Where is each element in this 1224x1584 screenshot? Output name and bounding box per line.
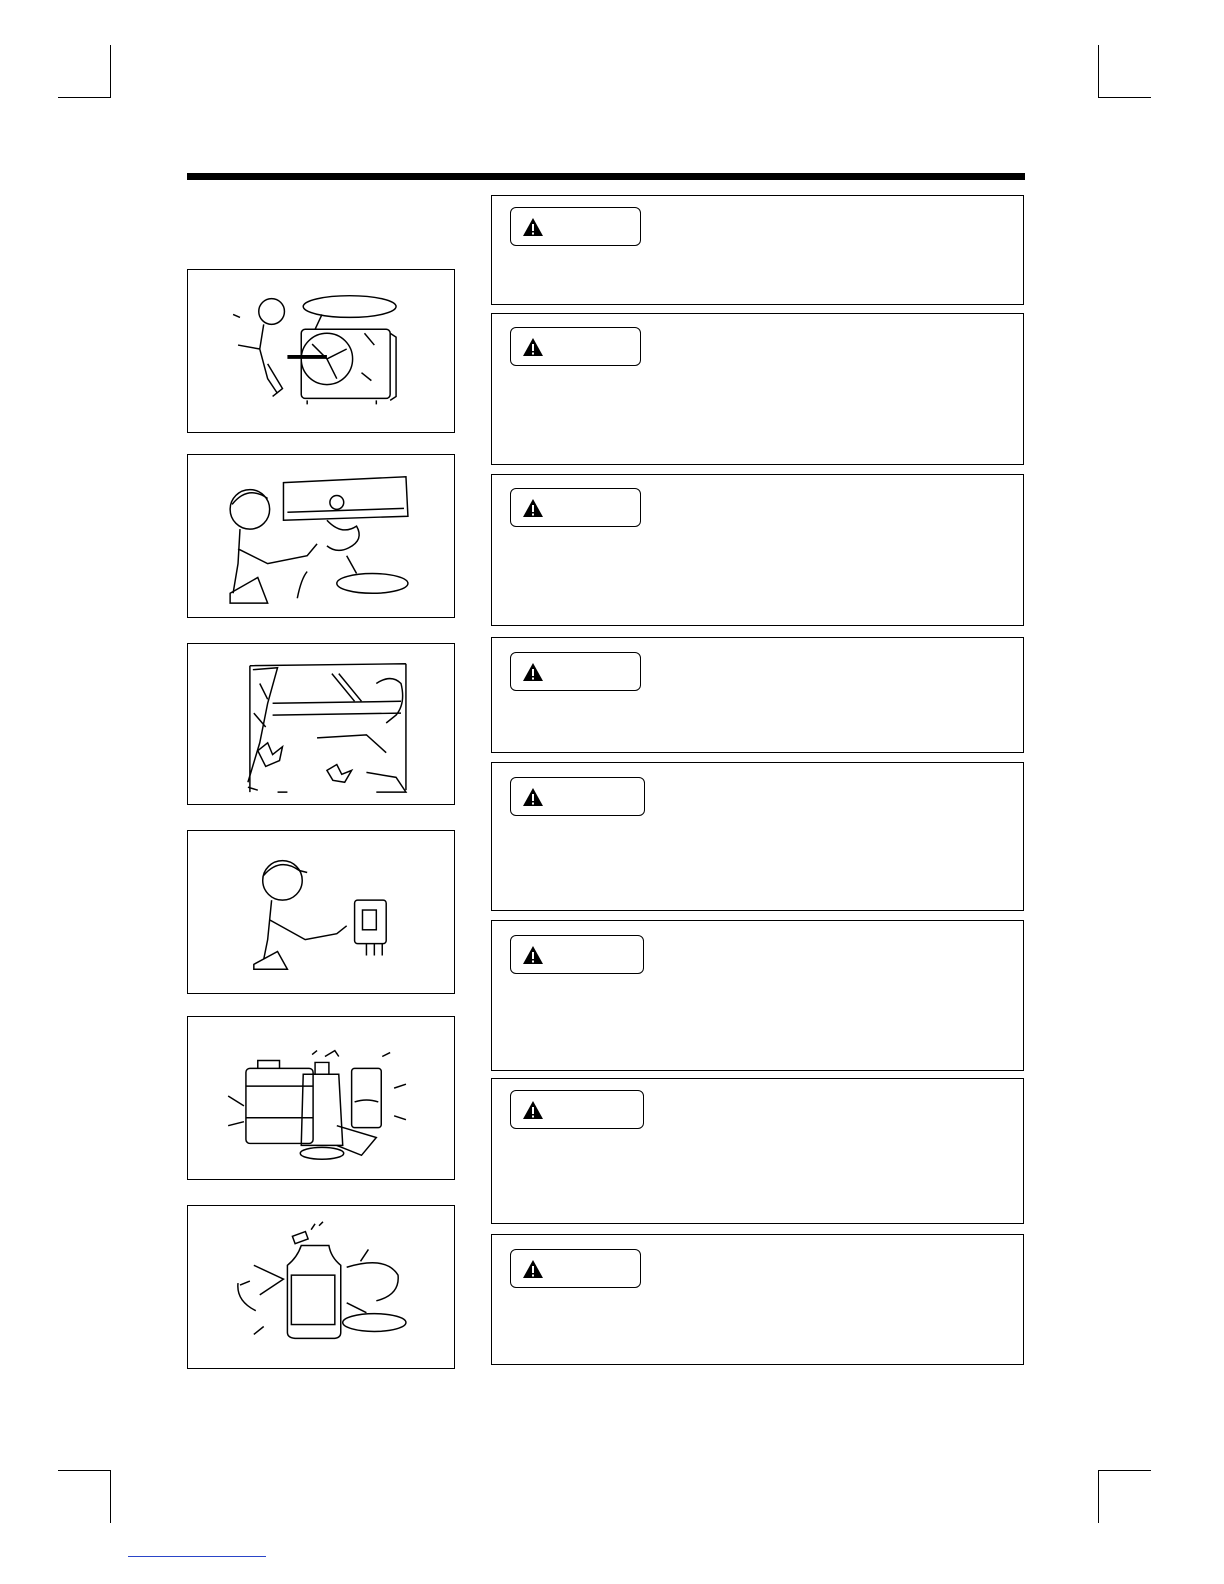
warning-triangle-icon [522,662,544,682]
warning-box-4 [491,637,1024,753]
warning-box-8 [491,1234,1024,1365]
crop-mark-top-left-horizontal [58,97,111,98]
warning-box-2 [491,313,1024,465]
warning-box-5 [491,762,1024,911]
warning-triangle-icon [522,1100,544,1120]
warning-badge [510,1090,644,1129]
warning-badge [510,488,641,527]
warning-box-1 [491,195,1024,305]
crop-mark-bottom-left-horizontal [58,1470,111,1471]
crop-mark-bottom-right-vertical [1098,1470,1099,1523]
section-header-rule [187,173,1025,180]
warning-triangle-icon [522,787,544,807]
crop-mark-top-right-horizontal [1098,97,1151,98]
warning-box-3 [491,474,1024,626]
hyperlink-underline[interactable] [128,1556,266,1557]
warning-badge [510,935,644,974]
warning-badge [510,652,641,691]
warning-badge [510,1249,641,1288]
warning-triangle-icon [522,217,544,237]
fan-hazard-illustration [187,269,455,433]
warning-triangle-icon [522,945,544,965]
flammable-containers-illustration [187,1016,455,1180]
warning-triangle-icon [522,498,544,518]
warning-badge [510,207,641,246]
warning-box-7 [491,1078,1024,1224]
warning-badge [510,327,641,366]
breaker-switch-illustration [187,830,455,994]
window-storm-illustration [187,643,455,805]
warning-triangle-icon [522,337,544,357]
crop-mark-top-left-vertical [110,45,111,98]
water-spray-illustration [187,454,455,618]
spray-bottle-illustration [187,1205,455,1369]
crop-mark-bottom-right-horizontal [1098,1470,1151,1471]
crop-mark-bottom-left-vertical [110,1470,111,1523]
warning-triangle-icon [522,1259,544,1279]
crop-mark-top-right-vertical [1098,45,1099,98]
warning-badge [510,777,645,816]
warning-box-6 [491,920,1024,1071]
